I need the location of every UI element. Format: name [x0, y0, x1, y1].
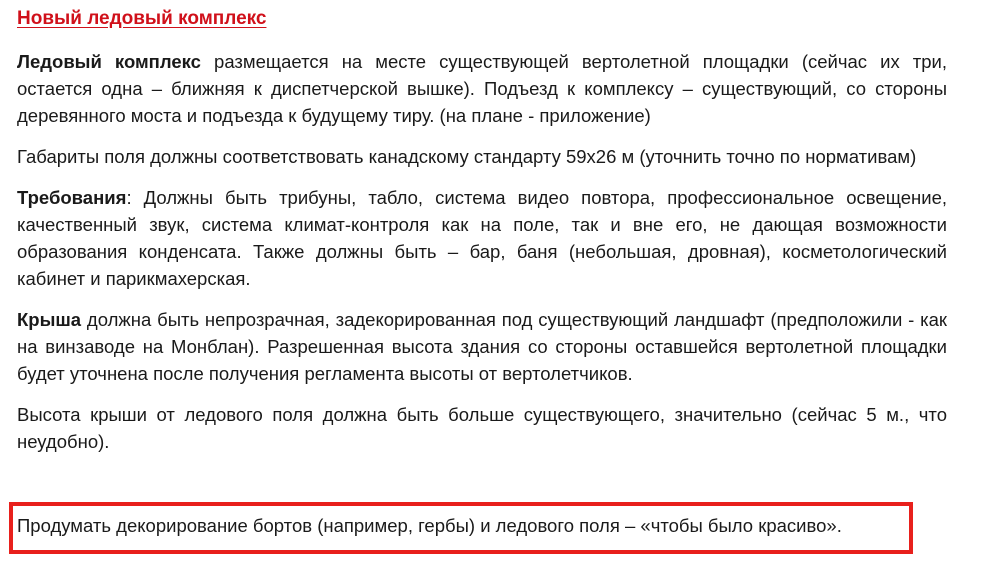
paragraph-ice-complex-text: размещается на месте существующей вертолетной площадки (сейчас их три, остается одна – ближняя к диспетчерской вышке). Подъезд к комплексу – существующий, со стороны деревянного моста и подъезда к будущему тиру. (на плане - приложение) [17, 51, 948, 126]
paragraph-field-size: Габариты поля должны соответствовать канадскому стандарту 59х26 м (уточнить точно по нормативам) [17, 146, 917, 167]
paragraph-roof-bold: Крыша [17, 309, 82, 330]
paragraph-requirements [17, 184, 947, 292]
paragraph-ice-complex [17, 48, 947, 129]
paragraph-roof-height: Высота крыши от ледового поля должна быть больше существующего, значительно (сейчас 5 м., что неудобно). [17, 404, 947, 452]
paragraph-requirements-text: : Должны быть трибуны, табло, система видео повтора, профессиональное освещение, качественный звук, система климат-контроля как на поле, так и вне его, не дающая возможности образования конденсата. Также должны быть – бар, баня (небольшая, дровная), косметологический кабинет и парикмахерская. [17, 187, 947, 289]
paragraph-ice-complex-bold: Ледовый комплекс [17, 51, 201, 72]
document-heading: Новый ледовый комплекс [17, 8, 267, 29]
document-page [17, 6, 947, 469]
paragraph-requirements-bold: Требования [17, 187, 127, 208]
paragraph-roof-text: должна быть непрозрачная, задекорированная под существующий ландшафт (предположили - как на винзаводе на Монблан). Разрешенная высота здания со стороны оставшейся вертолетной площадки будет уточнена после получения регламента высоты от вертолетчиков. [17, 309, 947, 384]
paragraph-roof [17, 306, 947, 387]
paragraph-decoration: Продумать декорирование бортов (например, гербы) и ледового поля – «чтобы было красиво». [17, 515, 842, 536]
